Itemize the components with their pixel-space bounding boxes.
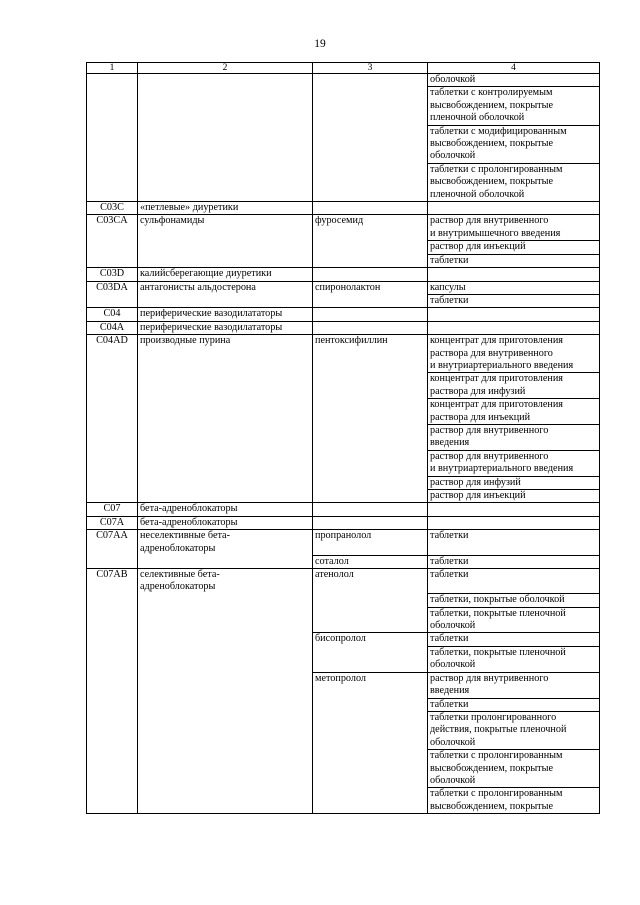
drug-name-cell — [313, 373, 428, 399]
dosage-form-line: концентрат для приготовления — [430, 335, 563, 347]
atc-code-cell — [87, 698, 138, 711]
drug-name-line: пентоксифиллин — [315, 335, 388, 347]
table-row — [87, 268, 600, 281]
dosage-form-line: раствора для инфузий — [430, 385, 526, 397]
drug-name-cell — [313, 268, 428, 281]
group-name-cell — [138, 308, 313, 321]
drug-table — [86, 62, 600, 814]
dosage-form-line: капсулы — [430, 281, 466, 293]
dosage-form-line: оболочкой — [430, 150, 476, 162]
atc-code-cell — [87, 399, 138, 425]
atc-code-cell: C03D — [87, 268, 138, 281]
drug-name-cell — [313, 399, 428, 425]
table-row — [87, 254, 600, 267]
group-name-cell — [138, 125, 313, 163]
drug-name-line: пропранолол — [315, 530, 372, 542]
drug-name-cell — [313, 490, 428, 503]
dosage-form-cell — [428, 516, 600, 529]
atc-code-cell — [87, 74, 138, 87]
table-row — [87, 241, 600, 254]
group-name-cell — [138, 268, 313, 281]
drug-name-cell — [313, 788, 428, 814]
dosage-form-line: таблетки — [430, 698, 469, 710]
table-row — [87, 202, 600, 215]
dosage-form-line: оболочкой — [430, 736, 476, 748]
atc-code-cell — [87, 294, 138, 307]
table-row — [87, 698, 600, 711]
group-name-line: адреноблокаторы — [140, 542, 216, 554]
dosage-form-line: таблетки с пролонгированным — [430, 750, 563, 762]
drug-name-line: метопролол — [315, 672, 367, 684]
drug-name-cell — [313, 711, 428, 749]
dosage-form-cell — [428, 321, 600, 334]
dosage-form-line: таблетки, покрытые пленочной — [430, 646, 566, 658]
table-row — [87, 335, 600, 373]
group-name-cell — [138, 476, 313, 489]
table-row — [87, 516, 600, 529]
atc-code-cell — [87, 424, 138, 450]
atc-code-cell: C04A — [87, 321, 138, 334]
group-name-line: неселективные бета- — [140, 530, 230, 542]
dosage-form-line: таблетки — [430, 530, 469, 542]
dosage-form-cell — [428, 476, 600, 489]
dosage-form-cell — [428, 399, 600, 425]
group-name-cell — [138, 698, 313, 711]
column-header-4: 4 — [428, 63, 600, 74]
dosage-form-cell — [428, 254, 600, 267]
dosage-form-line: раствора для инъекций — [430, 411, 531, 423]
group-name-cell — [138, 646, 313, 672]
table-row — [87, 503, 600, 516]
group-name-cell — [138, 750, 313, 788]
table-row — [87, 607, 600, 633]
drug-name-cell — [313, 335, 428, 373]
drug-name-cell — [313, 294, 428, 307]
drug-name-cell — [313, 646, 428, 672]
dosage-form-line: высвобождением, покрытые — [430, 762, 553, 774]
dosage-form-cell — [428, 555, 600, 568]
dosage-form-line: раствор для внутривенного — [430, 450, 549, 462]
dosage-form-line: введения — [430, 437, 470, 449]
drug-name-cell — [313, 633, 428, 646]
atc-code-cell: C04AD — [87, 335, 138, 373]
dosage-form-line: таблетки с пролонгированным — [430, 788, 563, 800]
dosage-form-cell — [428, 87, 600, 125]
dosage-form-cell — [428, 241, 600, 254]
group-name-line: сульфонамиды — [140, 215, 205, 227]
dosage-form-line: высвобождением, покрытые — [430, 176, 553, 188]
table-row — [87, 568, 600, 593]
drug-name-cell — [313, 254, 428, 267]
atc-code-cell: C07A — [87, 516, 138, 529]
dosage-form-line: оболочкой — [430, 774, 476, 786]
dosage-form-line: раствор для инфузий — [430, 476, 521, 488]
group-name-line: калийсберегающие диуретики — [140, 268, 272, 280]
drug-name-cell — [313, 476, 428, 489]
dosage-form-cell — [428, 125, 600, 163]
group-name-cell — [138, 335, 313, 373]
table-row — [87, 594, 600, 607]
table-row — [87, 711, 600, 749]
table-row — [87, 672, 600, 698]
drug-name-cell — [313, 516, 428, 529]
atc-code-cell — [87, 750, 138, 788]
drug-name-cell — [313, 698, 428, 711]
table-row — [87, 476, 600, 489]
header-row — [87, 63, 600, 74]
dosage-form-line: таблетки — [430, 254, 469, 266]
group-name-cell — [138, 594, 313, 607]
dosage-form-line: раствор для инъекций — [430, 241, 526, 253]
drug-name-line: атенолол — [315, 568, 354, 580]
drug-name-cell — [313, 450, 428, 476]
atc-code-cell: C07 — [87, 503, 138, 516]
dosage-form-line: оболочкой — [430, 74, 476, 85]
group-name-cell — [138, 633, 313, 646]
drug-name-cell — [313, 163, 428, 201]
drug-name-cell — [313, 424, 428, 450]
group-name-cell — [138, 607, 313, 633]
dosage-form-line: пленочной оболочкой — [430, 188, 525, 200]
column-header-1: 1 — [87, 63, 138, 74]
dosage-form-cell — [428, 672, 600, 698]
drug-name-cell — [313, 530, 428, 555]
dosage-form-cell — [428, 281, 600, 294]
dosage-form-line: действия, покрытые пленочной — [430, 724, 567, 736]
group-name-cell — [138, 490, 313, 503]
dosage-form-cell — [428, 308, 600, 321]
atc-code-cell — [87, 241, 138, 254]
atc-code-cell — [87, 633, 138, 646]
dosage-form-line: таблетки — [430, 633, 469, 645]
dosage-form-line: и внутриартериального введения — [430, 463, 574, 475]
page-number: 19 — [314, 38, 326, 50]
group-name-cell — [138, 711, 313, 749]
dosage-form-line: таблетки, покрытые пленочной — [430, 607, 566, 619]
group-name-cell — [138, 450, 313, 476]
dosage-form-cell — [428, 594, 600, 607]
drug-name-cell — [313, 503, 428, 516]
group-name-line: периферические вазодилататоры — [140, 308, 283, 320]
atc-code-cell — [87, 490, 138, 503]
dosage-form-line: таблетки с пролонгированным — [430, 163, 563, 175]
atc-code-cell — [87, 163, 138, 201]
drug-name-cell — [313, 672, 428, 698]
drug-name-cell — [313, 555, 428, 568]
drug-name-cell — [313, 281, 428, 294]
dosage-form-line: раствора для внутривенного — [430, 347, 553, 359]
drug-name-cell — [313, 308, 428, 321]
drug-name-cell — [313, 125, 428, 163]
table-row — [87, 450, 600, 476]
table-body — [87, 74, 600, 814]
group-name-cell — [138, 281, 313, 294]
group-name-cell — [138, 399, 313, 425]
atc-code-cell: C07AA — [87, 530, 138, 555]
table-row — [87, 490, 600, 503]
group-name-cell — [138, 241, 313, 254]
group-name-line: бета-адреноблокаторы — [140, 503, 238, 515]
atc-code-cell — [87, 125, 138, 163]
drug-name-line: спиронолактон — [315, 281, 381, 293]
dosage-form-cell — [428, 633, 600, 646]
column-header-2: 2 — [138, 63, 313, 74]
dosage-form-cell — [428, 750, 600, 788]
drug-name-cell — [313, 202, 428, 215]
dosage-form-cell — [428, 530, 600, 555]
drug-name-line: бисопролол — [315, 633, 366, 645]
atc-code-cell — [87, 594, 138, 607]
table-row — [87, 87, 600, 125]
table-row — [87, 373, 600, 399]
drug-name-cell — [313, 74, 428, 87]
group-name-line: адреноблокаторы — [140, 581, 216, 593]
drug-name-cell — [313, 750, 428, 788]
group-name-cell — [138, 568, 313, 593]
atc-code-cell — [87, 672, 138, 698]
dosage-form-cell — [428, 607, 600, 633]
group-name-line: селективные бета- — [140, 568, 220, 580]
group-name-cell — [138, 74, 313, 87]
table-row — [87, 74, 600, 87]
group-name-line: периферические вазодилататоры — [140, 321, 283, 333]
drug-name-cell — [313, 241, 428, 254]
table-row — [87, 215, 600, 241]
dosage-form-cell — [428, 215, 600, 241]
group-name-cell — [138, 202, 313, 215]
column-header-3: 3 — [313, 63, 428, 74]
table-row — [87, 294, 600, 307]
atc-code-cell — [87, 711, 138, 749]
group-name-cell — [138, 530, 313, 555]
dosage-form-line: раствор для внутривенного — [430, 215, 549, 227]
dosage-form-line: и внутриартериального введения — [430, 359, 574, 371]
group-name-line: производные пурина — [140, 335, 231, 347]
atc-code-cell: C04 — [87, 308, 138, 321]
dosage-form-line: таблетки пролонгированного — [430, 711, 557, 723]
drug-name-line: соталол — [315, 555, 349, 567]
dosage-form-cell — [428, 568, 600, 593]
drug-name-line: фуросемид — [315, 215, 364, 227]
dosage-form-cell — [428, 503, 600, 516]
dosage-form-cell — [428, 711, 600, 749]
dosage-form-line: высвобождением, покрытые — [430, 99, 553, 111]
dosage-form-line: таблетки с модифицированным — [430, 125, 567, 137]
dosage-form-line: раствор для инъекций — [430, 490, 526, 501]
dosage-form-line: введения — [430, 685, 470, 697]
dosage-form-line: раствор для внутривенного — [430, 424, 549, 436]
group-name-cell — [138, 503, 313, 516]
table-row — [87, 555, 600, 568]
group-name-cell — [138, 321, 313, 334]
dosage-form-cell — [428, 490, 600, 503]
table-row — [87, 163, 600, 201]
dosage-form-cell — [428, 294, 600, 307]
atc-code-cell — [87, 373, 138, 399]
atc-code-cell — [87, 254, 138, 267]
atc-code-cell — [87, 450, 138, 476]
dosage-form-cell — [428, 424, 600, 450]
dosage-form-cell — [428, 163, 600, 201]
group-name-cell — [138, 87, 313, 125]
table-row — [87, 424, 600, 450]
table-row — [87, 308, 600, 321]
atc-code-cell: C03CA — [87, 215, 138, 241]
dosage-form-cell — [428, 335, 600, 373]
dosage-form-line: таблетки — [430, 555, 469, 567]
dosage-form-line: таблетки, покрытые оболочкой — [430, 594, 565, 606]
table-row — [87, 646, 600, 672]
dosage-form-cell — [428, 74, 600, 87]
table-row — [87, 125, 600, 163]
atc-code-cell — [87, 788, 138, 814]
table-row — [87, 788, 600, 814]
table-row — [87, 530, 600, 555]
dosage-form-cell — [428, 373, 600, 399]
atc-code-cell: C03C — [87, 202, 138, 215]
group-name-cell — [138, 555, 313, 568]
dosage-form-line: концентрат для приготовления — [430, 399, 563, 411]
group-name-cell — [138, 516, 313, 529]
group-name-cell — [138, 672, 313, 698]
atc-code-cell: C03DA — [87, 281, 138, 294]
dosage-form-line: концентрат для приготовления — [430, 373, 563, 385]
atc-code-cell — [87, 555, 138, 568]
atc-code-cell — [87, 476, 138, 489]
atc-code-cell — [87, 646, 138, 672]
dosage-form-cell — [428, 698, 600, 711]
dosage-form-line: и внутримышечного введения — [430, 227, 561, 239]
atc-code-cell — [87, 87, 138, 125]
group-name-cell — [138, 215, 313, 241]
dosage-form-line: раствор для внутривенного — [430, 672, 549, 684]
atc-code-cell: C07AB — [87, 568, 138, 593]
dosage-form-cell — [428, 450, 600, 476]
dosage-form-line: таблетки с контролируемым — [430, 87, 553, 99]
table-row — [87, 321, 600, 334]
drug-name-cell — [313, 87, 428, 125]
table-row — [87, 633, 600, 646]
dosage-form-line: оболочкой — [430, 620, 476, 632]
dosage-form-cell — [428, 646, 600, 672]
table-row — [87, 281, 600, 294]
table-row — [87, 750, 600, 788]
drug-name-cell — [313, 215, 428, 241]
dosage-form-line: таблетки — [430, 294, 469, 306]
group-name-line: антагонисты альдостерона — [140, 281, 256, 293]
group-name-cell — [138, 163, 313, 201]
drug-name-cell — [313, 607, 428, 633]
group-name-cell — [138, 294, 313, 307]
group-name-cell — [138, 373, 313, 399]
dosage-form-line: высвобождением, покрытые — [430, 800, 553, 812]
dosage-form-cell — [428, 202, 600, 215]
dosage-form-cell — [428, 268, 600, 281]
drug-name-cell — [313, 594, 428, 607]
group-name-cell — [138, 788, 313, 814]
table-row — [87, 399, 600, 425]
dosage-form-line: пленочной оболочкой — [430, 112, 525, 124]
group-name-line: «петлевые» диуретики — [140, 202, 239, 214]
dosage-form-line: оболочкой — [430, 659, 476, 671]
dosage-form-line: таблетки — [430, 568, 469, 580]
group-name-cell — [138, 424, 313, 450]
drug-name-cell — [313, 321, 428, 334]
dosage-form-cell — [428, 788, 600, 814]
group-name-line: бета-адреноблокаторы — [140, 516, 238, 528]
dosage-form-line: высвобождением, покрытые — [430, 138, 553, 150]
group-name-cell — [138, 254, 313, 267]
drug-name-cell — [313, 568, 428, 593]
atc-code-cell — [87, 607, 138, 633]
